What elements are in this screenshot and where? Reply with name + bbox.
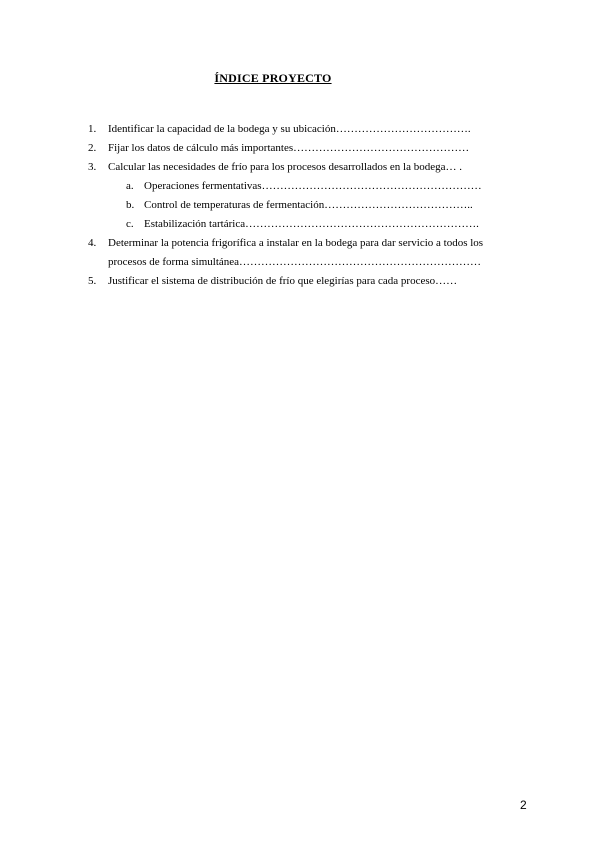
toc-subitem-b: [88, 196, 508, 215]
toc-item-5: [88, 272, 508, 291]
toc-item-2: [88, 139, 508, 158]
toc-item-number: 2.: [88, 142, 97, 154]
toc-subitem-text: Operaciones fermentativas……………………………………………………: [144, 180, 482, 192]
toc-subitem-c: [88, 215, 508, 234]
toc-item-text: Identificar la capacidad de la bodega y su ubicación……………………………….: [108, 123, 471, 135]
toc-item-number: 4.: [88, 237, 97, 249]
toc-item-text: Calcular las necesidades de frío para los procesos desarrollados en la bodega… .: [108, 161, 463, 173]
toc-item-text: Justificar el sistema de distribución de frío que elegirías para cada proceso……: [108, 275, 458, 287]
page-number: 2: [520, 798, 527, 812]
toc-subitem-letter: c.: [126, 218, 134, 230]
toc-item-4: [88, 234, 508, 272]
toc-subitem-text: Control de temperaturas de fermentación…………………………………..: [144, 199, 473, 211]
toc-item-3: [88, 158, 508, 177]
toc-subitem-text: Estabilización tartárica……………………………………………………….: [144, 218, 479, 230]
table-of-contents: [88, 120, 508, 291]
toc-item-text: Determinar la potencia frigorífica a instalar en la bodega para dar servicio a todos los procesos de forma simultánea…………………………………………………………: [108, 237, 484, 268]
page-title: ÍNDICE PROYECTO: [214, 71, 332, 85]
toc-item-number: 5.: [88, 275, 97, 287]
toc-subitem-letter: b.: [126, 199, 135, 211]
toc-subitem-a: [88, 177, 508, 196]
toc-item-number: 1.: [88, 123, 97, 135]
toc-subitem-letter: a.: [126, 180, 134, 192]
toc-item-1: [88, 120, 508, 139]
toc-item-number: 3.: [88, 161, 97, 173]
toc-item-text: Fijar los datos de cálculo más importantes…………………………………………: [108, 142, 470, 154]
